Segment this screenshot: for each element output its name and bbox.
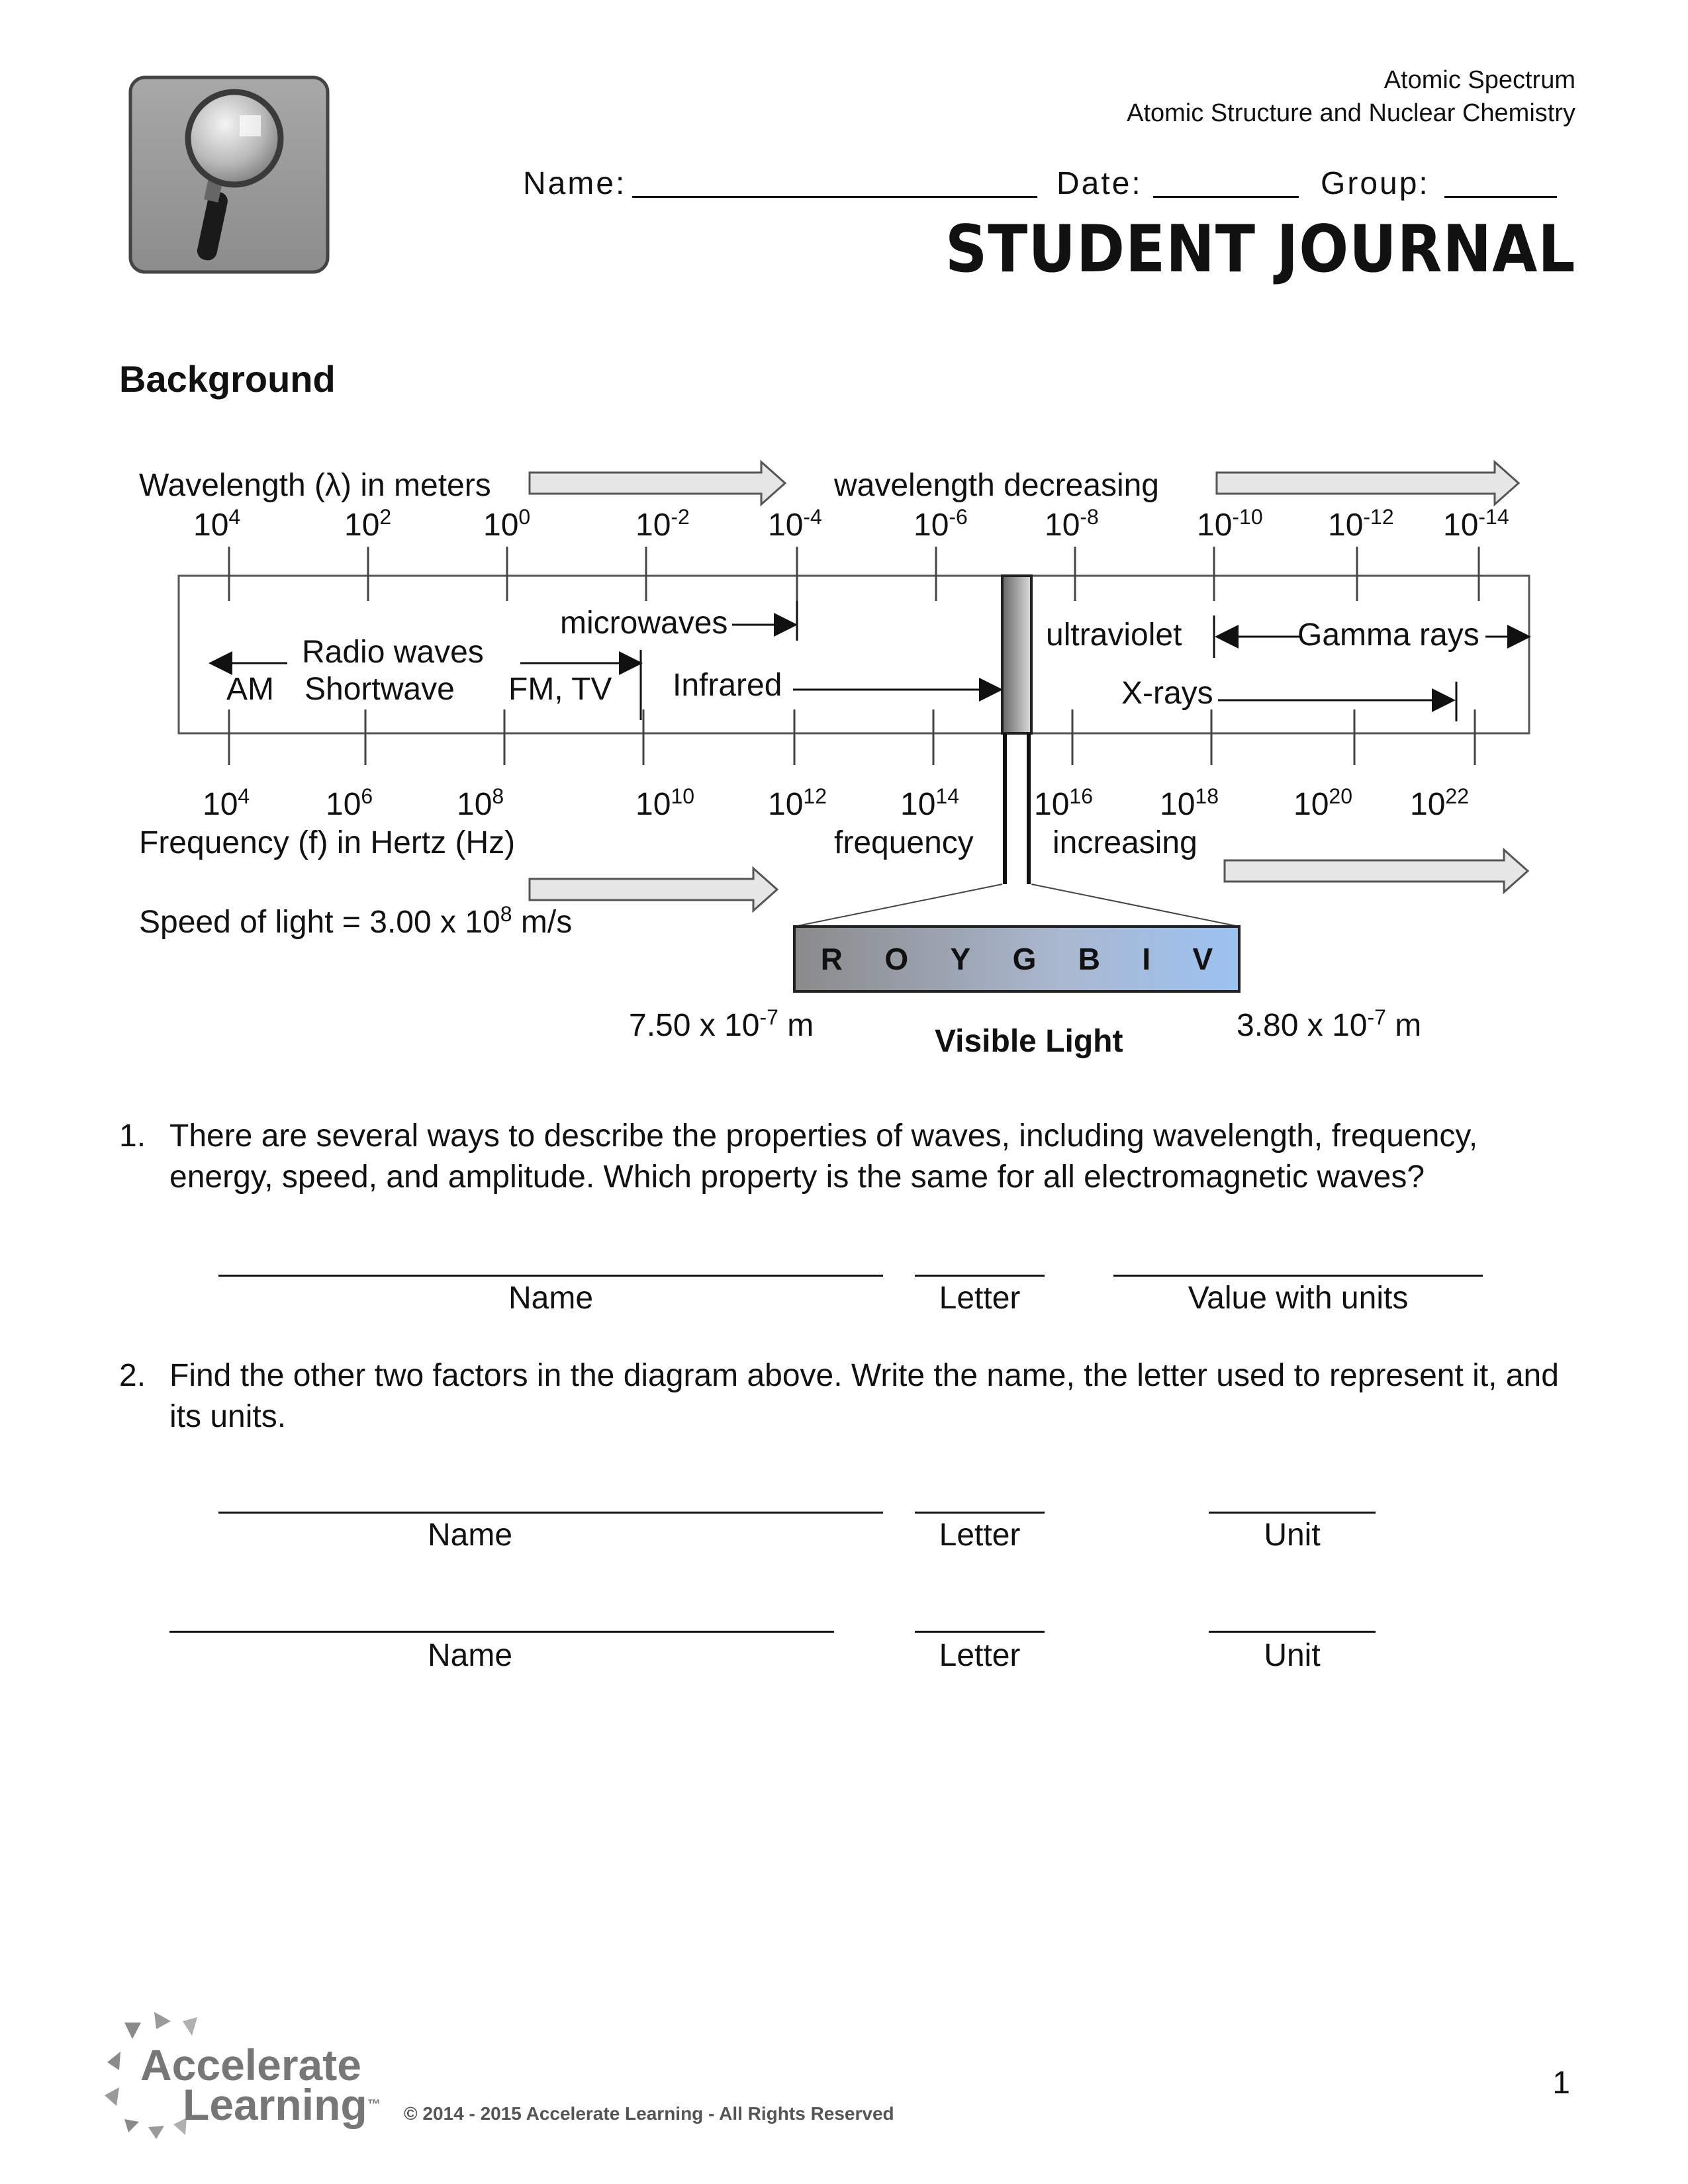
copyright: © 2014 - 2015 Accelerate Learning - All Rights Reserved [404,2103,894,2124]
name-label: Name: [523,166,627,201]
radio-waves-label: Radio waves [302,635,484,670]
wavelength-label: Wavelength (λ) in meters [139,468,491,503]
journal-title: STUDENT JOURNAL [945,212,1575,287]
color-letter: V [1192,942,1213,976]
q1-name-caption: Name [508,1281,594,1316]
color-letter: G [1012,942,1037,976]
wavelength-tick-label: $10^{-12}$ [1328,505,1394,543]
frequency-tick-label: $10^8$ [457,784,504,822]
q2b-name-field[interactable] [169,1631,834,1633]
q1-letter-caption: Letter [939,1281,1021,1316]
visible-light-title: Visible Light [935,1024,1123,1059]
frequency-label: Frequency (f) in Hertz (Hz) [139,825,516,860]
frequency-ticks [229,709,1475,765]
logo-line-1: Accelerate [140,2040,361,2089]
fm-tv-label: FM, TV [508,672,612,707]
question-text: Find the other two factors in the diagram above. Write the name, the letter used to represent it, and its units. [169,1358,1559,1434]
frequency-tick-label: $10^{12}$ [768,784,827,822]
header-topic: Atomic Spectrum [1383,66,1575,94]
visible-slit [1002,576,1031,733]
wavelength-tick-label: $10^{-14}$ [1443,505,1509,543]
header-unit: Atomic Structure and Nuclear Chemistry [1127,99,1575,127]
color-letter: O [884,942,909,976]
frequency-tick-label: $10^{20}$ [1293,784,1352,822]
microwaves-label: microwaves [560,606,728,641]
infrared-label: Infrared [673,668,782,703]
wavelength-trend: wavelength decreasing [834,468,1159,503]
frequency-tick-label: $10^{14}$ [900,784,959,822]
q1-value-caption: Value with units [1188,1281,1409,1316]
visible-right-value: 3.80 x $10^{-7}$ m [1237,1005,1422,1043]
color-letter: I [1142,942,1151,976]
q2b-unit-field[interactable] [1209,1631,1376,1633]
wavelength-tick-label: $10^2$ [344,505,392,543]
q2a-unit-field[interactable] [1209,1512,1376,1514]
color-letter: B [1078,942,1100,976]
q1-value-field[interactable] [1113,1275,1483,1277]
q2b-unit-caption: Unit [1264,1638,1321,1673]
xrays-label: X-rays [1121,676,1213,711]
wavelength-tick-label: $10^0$ [483,505,531,543]
gamma-rays-label: Gamma rays [1297,617,1479,653]
frequency-word: frequency [834,825,974,860]
frequency-tick-label: $10^4$ [203,784,250,822]
speed-of-light: Speed of light = 3.00 x $10^8$ m/s [139,902,573,940]
q1-letter-field[interactable] [915,1275,1045,1277]
increasing-word: increasing [1053,825,1197,860]
wavelength-tick-label: $10^{-8}$ [1045,505,1099,543]
q2a-name-field[interactable] [218,1512,883,1514]
roygbiv-row [794,927,1239,991]
frequency-tick-label: $10^{18}$ [1160,784,1219,822]
wavelength-tick-label: $10^{-2}$ [635,505,690,543]
question-number: 2. [119,1358,146,1393]
frequency-tick-label: $10^6$ [326,784,373,822]
q2a-unit-caption: Unit [1264,1518,1321,1553]
q1-name-field[interactable] [218,1275,883,1277]
wavelength-tick-label: $10^{-6}$ [914,505,968,543]
q2a-name-caption: Name [427,1518,513,1553]
frequency-tick-label: $10^{22}$ [1410,784,1469,822]
shortwave-label: Shortwave [305,672,455,707]
section-title: Background [119,358,336,400]
frequency-tick-label: $10^{10}$ [635,784,694,822]
q2b-name-caption: Name [427,1638,513,1673]
logo-line-2: Learning™ [183,2080,381,2129]
wavelength-arrow-right [1217,462,1519,504]
ultraviolet-label: ultraviolet [1046,617,1182,653]
wavelength-tick-label: $10^4$ [193,505,241,543]
q2b-letter-caption: Letter [939,1638,1021,1673]
date-label: Date: [1056,166,1143,201]
wavelength-tick-label: $10^{-4}$ [768,505,822,543]
visible-left-value: 7.50 x $10^{-7}$ m [629,1005,814,1043]
frequency-tick-label: $10^{16}$ [1034,784,1093,822]
wavelength-tick-label: $10^{-10}$ [1197,505,1263,543]
wavelength-arrow-left [530,462,785,504]
question-number: 1. [119,1118,146,1154]
group-label: Group: [1321,166,1430,201]
q2a-letter-caption: Letter [939,1518,1021,1553]
page-number: 1 [1552,2066,1570,2101]
am-label: AM [226,672,274,707]
wavelength-ticks [229,547,1479,601]
q2b-letter-field[interactable] [915,1631,1045,1633]
q2a-letter-field[interactable] [915,1512,1045,1514]
color-letter: Y [950,942,971,976]
question-text: There are several ways to describe the properties of waves, including wavelength, frequency, energy, speed, and amplitude. Which property is the same for all electromagnetic waves? [169,1118,1478,1195]
frequency-arrow-right [1225,850,1528,892]
color-letter: R [820,942,843,976]
